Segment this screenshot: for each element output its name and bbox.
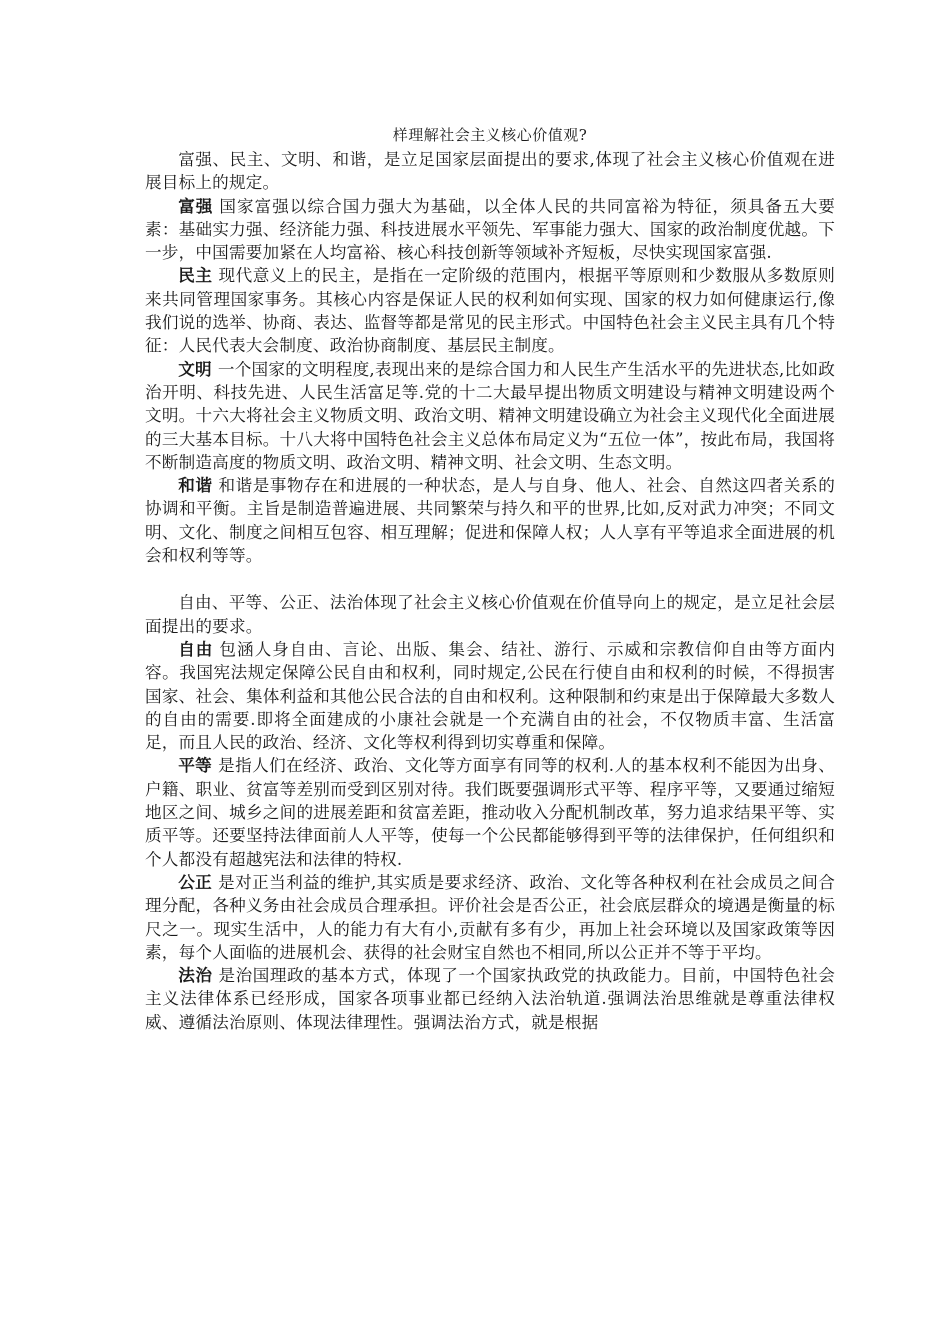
text-ziyou: 包涵人身自由、言论、出版、集会、结社、游行、示威和宗教信仰自由等方面内容。我国宪法规定保障公民自由和权利，同时规定,公民在行使自由和权利的时候，不得损害国家、社会、集体利益和其他公民合法的自由和权利。这种限制和约束是出于保障最大多数人的自由的需要.即将全面建成的小康社会就是一个充满自由的社会，不仅物质丰富、生活富足，而且人民的政治、经济、文化等权利得到切实尊重和保障。 bbox=[145, 639, 836, 753]
national-intro-paragraph: 富强、民主、文明、和谐，是立足国家层面提出的要求,体现了社会主义核心价值观在进展目标上的规定。 bbox=[145, 150, 835, 193]
text-fazhi: 是治国理政的基本方式，体现了一个国家执政党的执政能力。目前，中国特色社会主义法律体系已经形成，国家各项事业都已经纳入法治轨道.强调法治思维就是尊重法律权威、遵循法治原则、体现法律理性。强调法治方式，就是根据 bbox=[145, 966, 835, 1032]
term-gongzheng: 公正 bbox=[178, 872, 213, 892]
term-wenming: 文明 bbox=[178, 359, 212, 379]
social-intro-paragraph: 自由、平等、公正、法治体现了社会主义核心价值观在价值导向上的规定，是立足社会层面提出的要求。 bbox=[145, 593, 835, 636]
paragraph-pingdeng bbox=[145, 754, 835, 870]
text-fuqiang: 国家富强以综合国力强大为基础，以全体人民的共同富裕为特征，须具备五大要素：基础实力强、经济能力强、科技进展水平领先、军事能力强大、国家的政治制度优越。下一步，中国需要加紧在人均富裕、核心科技创新等领域补齐短板，尽快实现国家富强. bbox=[145, 196, 836, 263]
term-minzhu: 民主 bbox=[178, 266, 213, 286]
term-fazhi: 法治 bbox=[178, 966, 213, 986]
paragraph-fazhi bbox=[145, 964, 835, 1034]
paragraph-gongzheng bbox=[145, 871, 835, 964]
paragraph-hexie bbox=[145, 474, 835, 567]
document-page bbox=[145, 124, 835, 1034]
term-hexie: 和谐 bbox=[178, 476, 213, 496]
paragraph-minzhu bbox=[145, 264, 835, 357]
text-pingdeng: 是指人们在经济、政治、文化等方面享有同等的权利.人的基本权利不能因为出身、户籍、职业、贫富等差别而受到区别对待。我们既要强调形式平等、程序平等，又要通过缩短地区之间、城乡之间的进展差距和贫富差距，推动收入分配机制改革，努力追求结果平等、实质平等。还要坚持法律面前人人平等，使每一个公民都能够得到平等的法律保护，任何组织和个人都没有超越宪法和法律的特权. bbox=[145, 756, 835, 869]
section-spacer bbox=[145, 567, 835, 591]
term-pingdeng: 平等 bbox=[178, 756, 213, 776]
text-minzhu: 现代意义上的民主，是指在一定阶级的范围内，根据平等原则和少数服从多数原则来共同管理国家事务。其核心内容是保证人民的权利如何实现、国家的权力如何健康运行,像我们说的选举、协商、表达、监督等都是常见的民主形式。中国特色社会主义民主具有几个特征：人民代表大会制度、政治协商制度、基层民主制度。 bbox=[145, 266, 835, 356]
text-gongzheng: 是对正当利益的维护,其实质是要求经济、政治、文化等各种权利在社会成员之间合理分配，各种义务由社会成员合理承担。评价社会是否公正，社会底层群众的境遇是衡量的标尺之一。现实生活中，人的能力有大有小,贡献有多有少，再加上社会环境以及国家政策等因素，每个人面临的进展机会、获得的社会财宝自然也不相同,所以公正并不等于平均。 bbox=[145, 872, 835, 962]
paragraph-fuqiang bbox=[145, 195, 835, 265]
paragraph-wenming bbox=[145, 358, 835, 474]
term-ziyou: 自由 bbox=[178, 639, 214, 659]
term-fuqiang: 富强 bbox=[178, 196, 214, 216]
paragraph-ziyou bbox=[145, 638, 835, 754]
document-title: 样理解社会主义核心价值观? bbox=[392, 126, 588, 144]
text-hexie: 和谐是事物存在和进展的一种状态，是人与自身、他人、社会、自然这四者关系的协调和平衡。主旨是制造普遍进展、共同繁荣与持久和平的世界,比如,反对武力冲突；不同文明、文化、制度之间相互包容、相互理解；促进和保障人权；人人享有平等追求全面进展的机会和权利等等。 bbox=[145, 476, 835, 566]
text-wenming: 一个国家的文明程度,表现出来的是综合国力和人民生产生活水平的先进状态,比如政治开明、科技先进、人民生活富足等.党的十二大最早提出物质文明建设与精神文明建设两个文明。十六大将社会主义物质文明、政治文明、精神文明建设确立为社会主义现代化全面进展的三大基本目标。十八大将中国特色社会主义总体布局定义为“五位一体”，按此布局，我国将不断制造高度的物质文明、政治文明、精神文明、社会文明、生态文明。 bbox=[145, 359, 835, 472]
